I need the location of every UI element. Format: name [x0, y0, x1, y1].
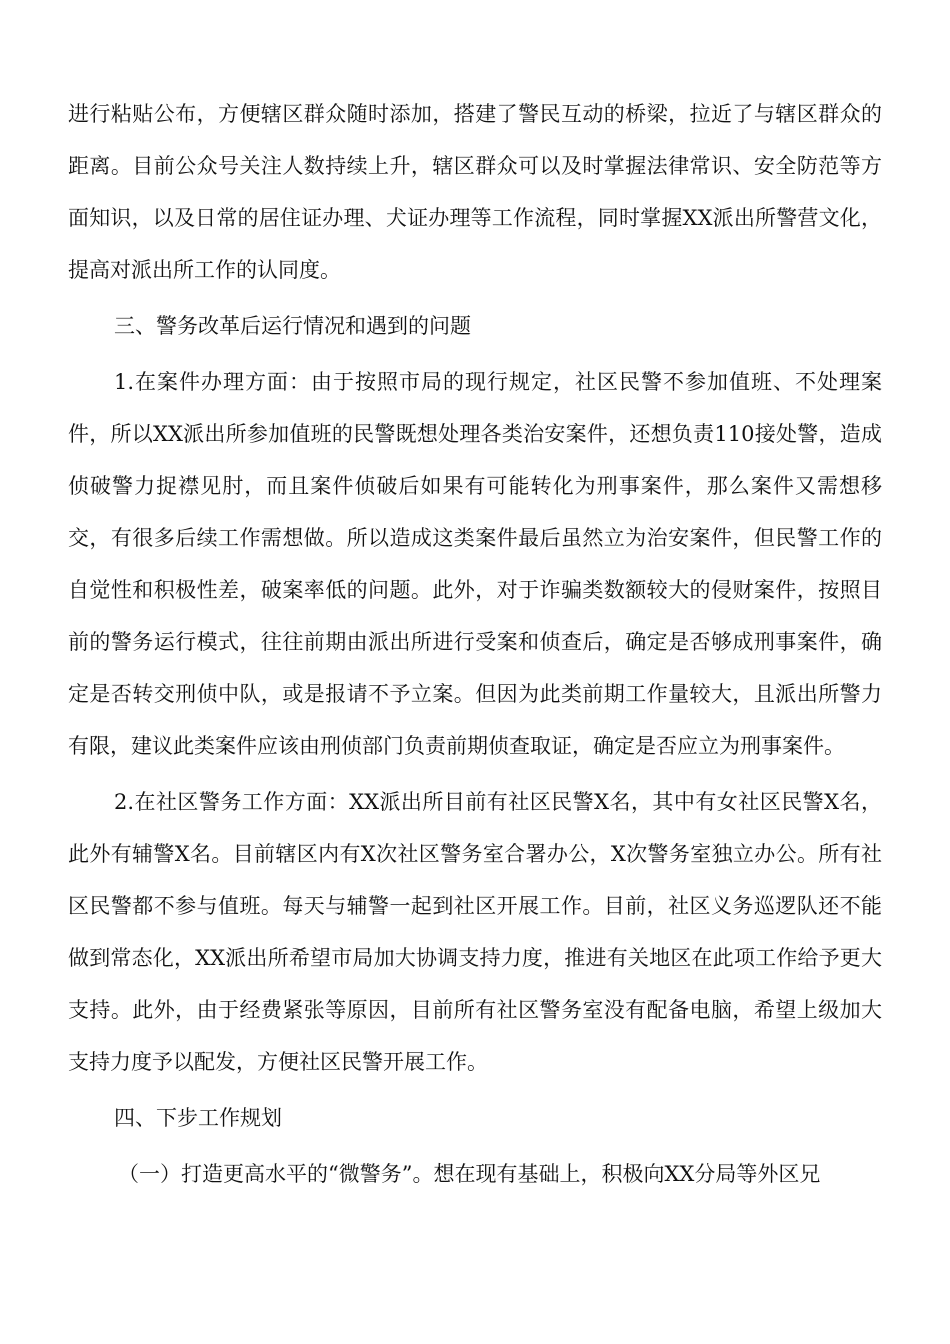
paragraph-micro-policing: （一）打造更高水平的“微警务”。想在现有基础上，积极向XX分局等外区兄 — [118, 1162, 821, 1186]
document-body — [68, 88, 882, 1200]
paragraph-case-handling: 1.在案件办理方面：由于按照市局的现行规定，社区民警不参加值班、不处理案件，所以XX派出所参加值班的民警既想处理各类治安案件，还想负责110接处警，造成侦破警力捉襟见肘，而且案件侦破后如果有可能转化为刑事案件，那么案件又需想移交，有很多后续工作需想做。所以造成这类案件最后虽然立为治安案件，但民警工作的自觉性和积极性差，破案率低的问题。此外，对于诈骗类数额较大的侵财案件，按照目前的警务运行模式，往往前期由派出所进行受案和侦查后，确定是否够成刑事案件，确定是否转交刑侦中队，或是报请不予立案。但因为此类前期工作量较大，且派出所警力有限，建议此类案件应该由刑侦部门负责前期侦查取证，确定是否应立为刑事案件。 — [68, 370, 882, 758]
paragraph-continued: 进行粘贴公布，方便辖区群众随时添加，搭建了警民互动的桥梁，拉近了与辖区群众的距离。目前公众号关注人数持续上升，辖区群众可以及时掌握法律常识、安全防范等方面知识，以及日常的居住证办理、犬证办理等工作流程，同时掌握XX派出所警营文化，提高对派出所工作的认同度。 — [68, 102, 882, 282]
paragraph-community-policing: 2.在社区警务工作方面：XX派出所目前有社区民警X名，其中有女社区民警X名，此外有辅警X名。目前辖区内有X次社区警务室合署办公，X次警务室独立办公。所有社区民警都不参与值班。每天与辅警一起到社区开展工作。目前，社区义务巡逻队还不能做到常态化，XX派出所希望市局加大协调支持力度，推进有关地区在此项工作给予更大支持。此外，由于经费紧张等原因，目前所有社区警务室没有配备电脑，希望上级加大支持力度予以配发，方便社区民警开展工作。 — [68, 790, 882, 1074]
section-heading-3: 三、警务改革后运行情况和遇到的问题 — [114, 314, 471, 338]
section-heading-4: 四、下步工作规划 — [114, 1106, 282, 1130]
